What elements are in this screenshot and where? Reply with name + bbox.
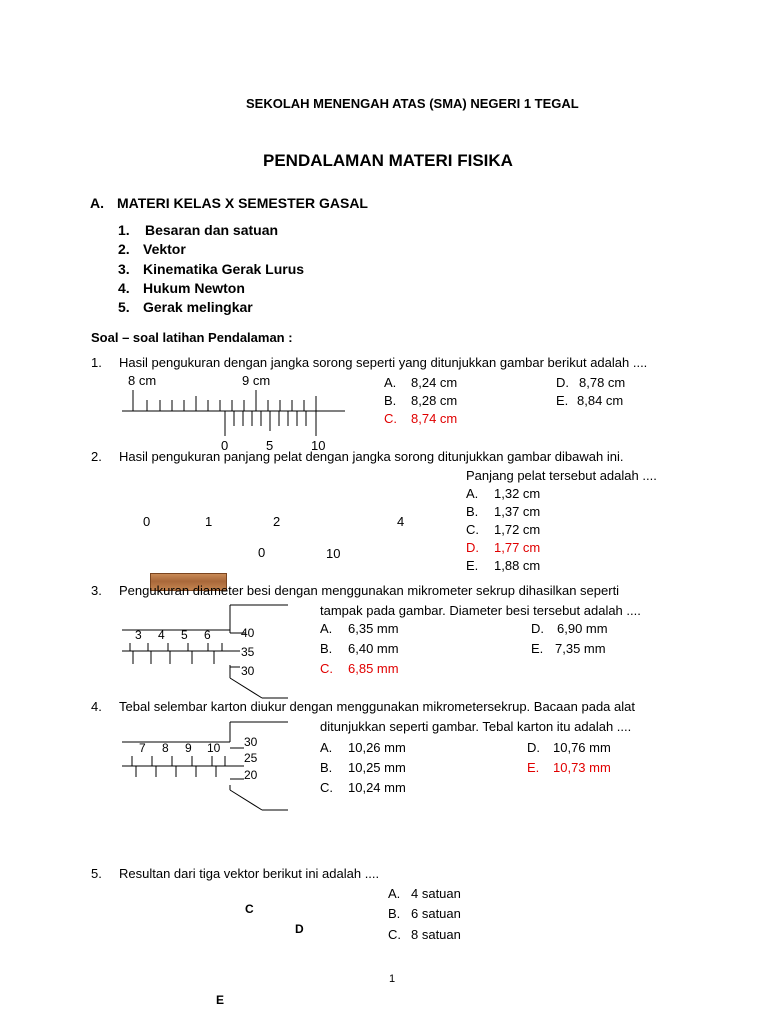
section-title: MATERI KELAS X SEMESTER GASAL: [117, 195, 368, 211]
option-letter: D.: [556, 375, 569, 390]
main-scale-label: 9 cm: [242, 373, 271, 388]
main-scale-label: 2: [273, 514, 281, 529]
topic-item: Besaran dan satuan: [145, 222, 279, 238]
question-text: Tebal selembar karton diukur dengan menggunakan mikrometersekrup. Bacaan pada alat: [119, 699, 635, 714]
option-text-correct: 1,77 cm: [494, 540, 541, 555]
option-text: 7,35 mm: [555, 641, 606, 656]
question-text: Hasil pengukuran panjang pelat dengan jangka sorong ditunjukkan gambar dibawah ini.: [119, 449, 624, 464]
option-letter-correct: C.: [320, 661, 333, 676]
question-number: 5.: [91, 866, 102, 881]
topic-number: 3.: [118, 261, 130, 277]
question-number: 2.: [91, 449, 102, 464]
sleeve-label: 5: [181, 628, 188, 642]
thimble-label: 40: [241, 626, 255, 640]
option-text: 6,35 mm: [348, 621, 399, 636]
topic-item: Vektor: [143, 241, 186, 257]
question-text: Pengukuran diameter besi dengan menggunakan mikrometer sekrup dihasilkan seperti: [119, 583, 620, 598]
option-text: 6 satuan: [411, 906, 461, 921]
option-letter: A.: [384, 375, 397, 390]
option-letter: E.: [531, 641, 544, 656]
option-letter: B.: [320, 760, 333, 775]
option-letter-correct: D.: [466, 540, 479, 555]
question-subtext: Panjang pelat tersebut adalah ....: [466, 468, 657, 483]
sleeve-label: 3: [135, 628, 142, 642]
vector-label: E: [216, 993, 225, 1007]
topic-item: Kinematika Gerak Lurus: [143, 261, 305, 277]
option-text: 1,72 cm: [494, 522, 541, 537]
option-letter: C.: [388, 927, 401, 942]
thimble-label: 30: [244, 735, 258, 749]
option-text: 1,88 cm: [494, 558, 541, 573]
vernier-scale-label: 10: [311, 438, 326, 453]
sleeve-label: 8: [162, 741, 169, 755]
vernier-scale-label: 0: [221, 438, 229, 453]
vector-label: D: [295, 922, 304, 936]
main-scale-label: 8 cm: [128, 373, 157, 388]
option-text: 10,25 mm: [348, 760, 406, 775]
sleeve-label: 7: [139, 741, 146, 755]
option-letter: B.: [320, 641, 333, 656]
thimble-label: 25: [244, 751, 258, 765]
option-text: 8,78 cm: [579, 375, 626, 390]
option-letter: B.: [466, 504, 479, 519]
main-scale-label: 4: [397, 514, 405, 529]
sleeve-label: 6: [204, 628, 211, 642]
sleeve-label: 4: [158, 628, 165, 642]
option-text: 10,24 mm: [348, 780, 406, 795]
option-text: 8,84 cm: [577, 393, 624, 408]
option-letter: D.: [527, 740, 540, 755]
question-text: Hasil pengukuran dengan jangka sorong seperti yang ditunjukkan gambar berikut adalah ....: [119, 355, 648, 370]
vernier-scale-label: 5: [266, 438, 274, 453]
option-letter: A.: [320, 740, 333, 755]
thimble-label: 20: [244, 768, 258, 782]
option-letter: C.: [466, 522, 479, 537]
option-text: 1,37 cm: [494, 504, 541, 519]
question-number: 3.: [91, 583, 102, 598]
vector-label: C: [245, 902, 254, 916]
option-letter: D.: [531, 621, 544, 636]
option-letter: C.: [320, 780, 333, 795]
topic-item: Gerak melingkar: [143, 299, 253, 315]
option-letter: A.: [320, 621, 333, 636]
option-letter-correct: C.: [384, 411, 397, 426]
main-scale-label: 1: [205, 514, 213, 529]
option-letter: A.: [466, 486, 479, 501]
option-letter: E.: [556, 393, 569, 408]
option-letter-correct: E.: [527, 760, 540, 775]
option-letter: B.: [388, 906, 401, 921]
option-text: 4 satuan: [411, 886, 461, 901]
option-letter: B.: [384, 393, 397, 408]
option-letter: E.: [466, 558, 479, 573]
topic-number: 5.: [118, 299, 130, 315]
option-text: 8,28 cm: [411, 393, 458, 408]
question-text: Resultan dari tiga vektor berikut ini adalah ....: [119, 866, 380, 881]
option-text: 6,90 mm: [557, 621, 608, 636]
thimble-label: 35: [241, 645, 255, 659]
topic-number: 1.: [118, 222, 130, 238]
option-text-correct: 6,85 mm: [348, 661, 399, 676]
page-number: 1: [389, 973, 396, 985]
question-number: 1.: [91, 355, 102, 370]
question-subtext: ditunjukkan seperti gambar. Tebal karton itu adalah ....: [320, 719, 632, 734]
topic-number: 4.: [118, 280, 130, 296]
question-number: 4.: [91, 699, 102, 714]
sleeve-label: 10: [207, 741, 221, 755]
option-text: 10,26 mm: [348, 740, 406, 755]
thimble-label: 30: [241, 664, 255, 678]
option-text: 1,32 cm: [494, 486, 541, 501]
option-text: 10,76 mm: [553, 740, 611, 755]
vernier-scale-label: 10: [326, 546, 341, 561]
topic-item: Hukum Newton: [143, 280, 245, 296]
option-text: 8 satuan: [411, 927, 461, 942]
option-text: 6,40 mm: [348, 641, 399, 656]
option-letter: A.: [388, 886, 401, 901]
option-text-correct: 10,73 mm: [553, 760, 611, 775]
main-scale-label: 0: [143, 514, 151, 529]
vernier-scale-label: 0: [258, 545, 266, 560]
page-title: PENDALAMAN MATERI FISIKA: [263, 151, 513, 170]
topic-number: 2.: [118, 241, 130, 257]
option-text-correct: 8,74 cm: [411, 411, 458, 426]
school-name: SEKOLAH MENENGAH ATAS (SMA) NEGERI 1 TEGAL: [246, 96, 579, 111]
practice-heading: Soal – soal latihan Pendalaman :: [91, 330, 293, 345]
option-text: 8,24 cm: [411, 375, 458, 390]
sleeve-label: 9: [185, 741, 192, 755]
question-subtext: tampak pada gambar. Diameter besi tersebut adalah ....: [320, 603, 641, 618]
section-label: A.: [90, 195, 104, 211]
